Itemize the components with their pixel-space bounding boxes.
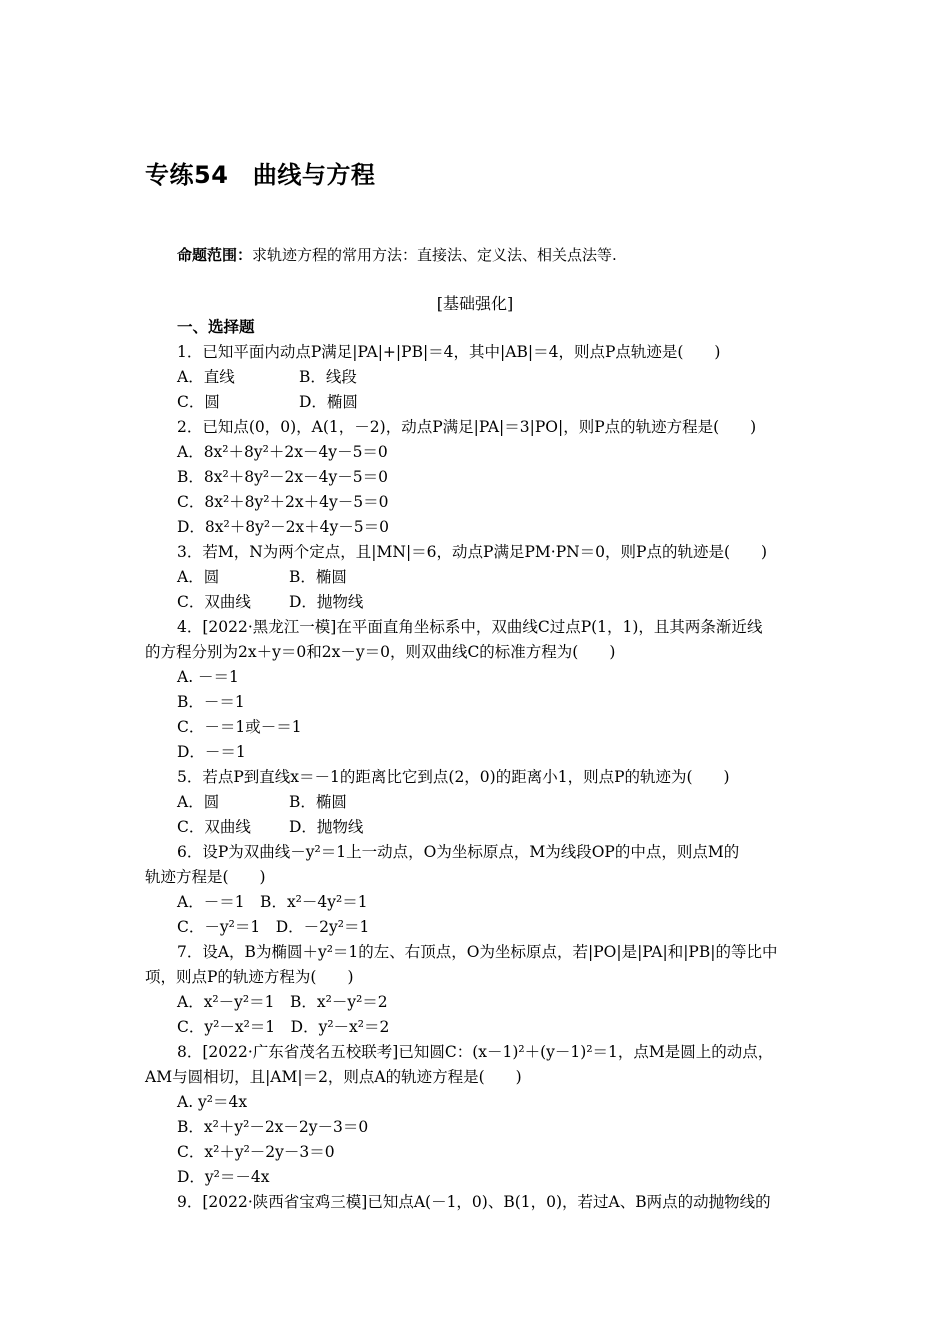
option: A. y²＝4x <box>177 1093 248 1111</box>
option: D．抛物线 <box>289 593 364 611</box>
option: D．抛物线 <box>289 818 364 836</box>
option: D．y²＝－4x <box>177 1168 270 1186</box>
option: B．－＝1 <box>177 693 245 711</box>
option: A．－＝1 B．x²－4y²＝1 <box>177 893 368 911</box>
options-row <box>145 565 815 590</box>
options-row <box>145 815 815 840</box>
option: C．双曲线 <box>177 818 251 836</box>
question-7: 7．设A，B为椭圆＋y²＝1的左、右顶点，O为坐标原点，若|PO|是|PA|和|PB|的等比中 <box>177 943 778 961</box>
question-1: 1．已知平面内动点P满足|PA|+|PB|＝4，其中|AB|＝4，则点P点轨迹是( ) <box>177 343 721 361</box>
question-4-cont: 的方程分别为2x＋y＝0和2x－y＝0，则双曲线C的标准方程为( ) <box>145 643 616 661</box>
option: C．x²＋y²－2y－3＝0 <box>177 1143 335 1161</box>
question-7-cont: 项，则点P的轨迹方程为( ) <box>145 968 354 986</box>
option: D．－＝1 <box>177 743 246 761</box>
option: A．8x²＋8y²＋2x－4y－5＝0 <box>177 443 388 461</box>
option: A. －＝1 <box>177 668 239 686</box>
question-6-cont: 轨迹方程是( ) <box>145 868 266 886</box>
question-5: 5．若点P到直线x＝－1的距离比它到点(2，0)的距离小1，则点P的轨迹为( ) <box>177 768 730 786</box>
option: D．8x²＋8y²－2x＋4y－5＝0 <box>177 518 390 536</box>
section-heading: [基础强化] <box>436 294 514 313</box>
page-title: 专练54 曲线与方程 <box>145 161 376 189</box>
question-9: 9．[2022·陕西省宝鸡三模]已知点A(－1，0)、B(1，0)，若过A、B两点的动抛物线的 <box>177 1193 771 1211</box>
options-row <box>145 390 815 415</box>
options-row <box>145 365 815 390</box>
option: A．圆 <box>177 568 220 586</box>
option: C．－y²＝1 D．－2y²＝1 <box>177 918 370 936</box>
option: C．－＝1或－＝1 <box>177 718 302 736</box>
option: B．椭圆 <box>289 568 347 586</box>
option: C．双曲线 <box>177 593 251 611</box>
option: B．x²＋y²－2x－2y－3＝0 <box>177 1118 369 1136</box>
option: D．椭圆 <box>299 393 358 411</box>
question-8-cont: AM与圆相切，且|AM|＝2，则点A的轨迹方程是( ) <box>145 1068 522 1086</box>
option: C．y²－x²＝1 D．y²－x²＝2 <box>177 1018 390 1036</box>
option: C．圆 <box>177 393 220 411</box>
question-2: 2．已知点(0，0)，A(1，－2)，动点P满足|PA|＝3|PO|，则P点的轨迹方程是( ) <box>177 418 757 436</box>
scope-label: 命题范围： <box>177 246 253 264</box>
option: B．椭圆 <box>289 793 347 811</box>
part-heading: 一、选择题 <box>177 318 255 336</box>
options-row <box>145 790 815 815</box>
question-4: 4．[2022·黑龙江一模]在平面直角坐标系中，双曲线C过点P(1，1)，且其两条渐近线 <box>177 618 763 636</box>
question-3: 3．若M，N为两个定点，且|MN|＝6，动点P满足PM·PN＝0，则P点的轨迹是( ) <box>177 543 768 561</box>
option: B．线段 <box>299 368 357 386</box>
option: A．直线 <box>177 368 235 386</box>
option: A．x²－y²＝1 B．x²－y²＝2 <box>177 993 388 1011</box>
question-list <box>145 315 815 1215</box>
option: A．圆 <box>177 793 220 811</box>
options-row <box>145 590 815 615</box>
question-8: 8．[2022·广东省茂名五校联考]已知圆C：(x－1)²＋(y－1)²＝1，点M是圆上的动点， <box>177 1043 774 1061</box>
scope-note <box>177 244 617 265</box>
scope-text: 求轨迹方程的常用方法：直接法、定义法、相关点法等. <box>252 246 617 264</box>
option: C．8x²＋8y²＋2x＋4y－5＝0 <box>177 493 389 511</box>
option: B．8x²＋8y²－2x－4y－5＝0 <box>177 468 388 486</box>
question-6: 6．设P为双曲线－y²＝1上一动点，O为坐标原点，M为线段OP的中点，则点M的 <box>177 843 740 861</box>
